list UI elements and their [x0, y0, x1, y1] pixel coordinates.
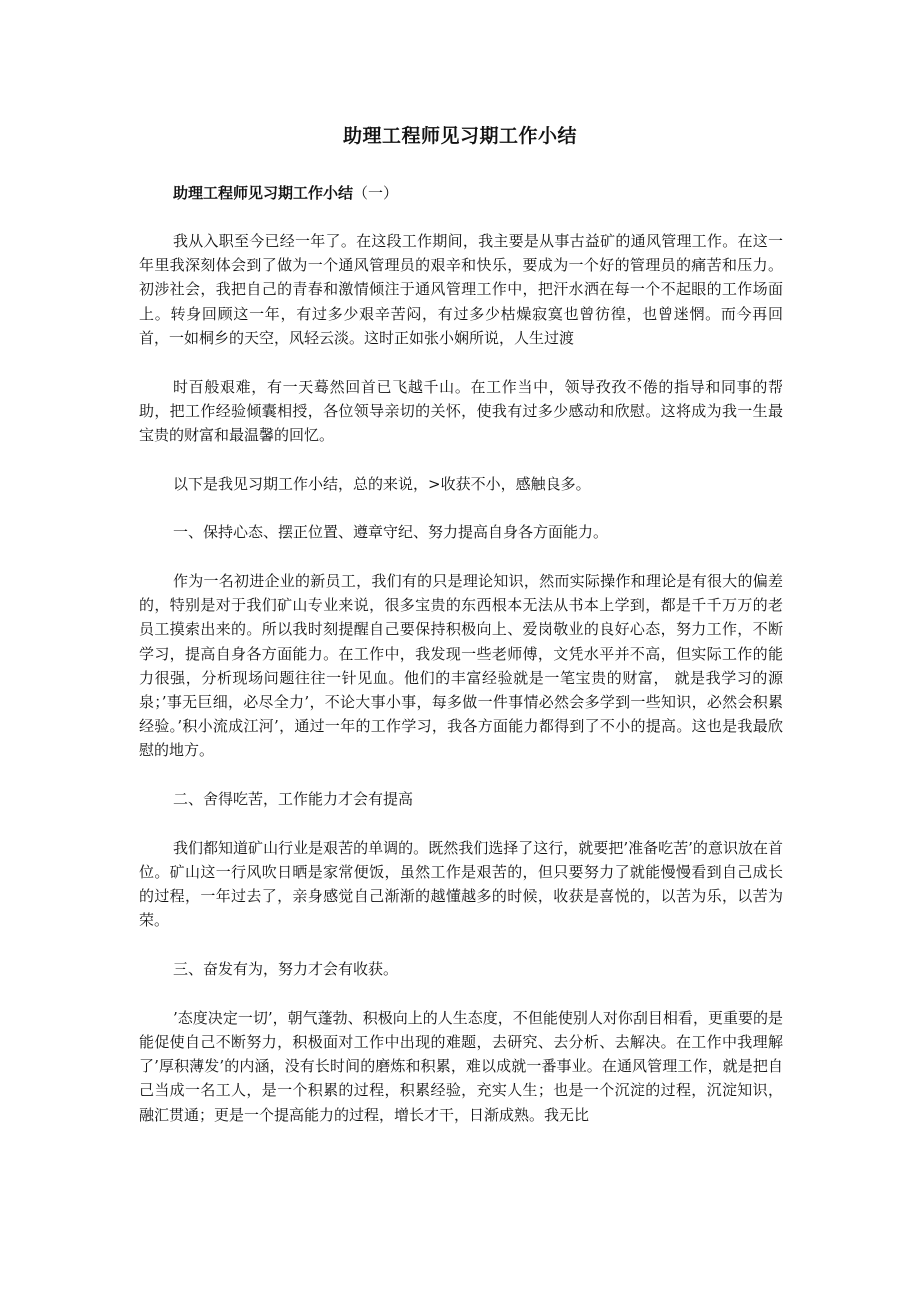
section-heading: 一、保持心态、摆正位置、遵章守纪、努力提高自身各方面能力。: [173, 523, 609, 542]
paragraph: 时百般艰难，有一天蓦然回首已飞越千山。在工作当中，领导孜孜不倦的指导和同事的帮助，把工作经验倾囊相授，各位领导亲切的关怀，使我有过多少感动和欣慰。这将成为我一生最宝贵的财富和最温馨的回忆。: [139, 377, 783, 444]
paragraph: 以下是我见习期工作小结，总的来说，>收获不小，感触良多。: [173, 474, 591, 493]
paragraph: 我们都知道矿山行业是艰苦的单调的。既然我们选择了这行，就要把’准备吃苦’的意识放在首位。矿山这一行风吹日晒是家常便饭，虽然工作是艰苦的，但只要努力了就能慢慢看到自己成长的过程，一年过去了，亲身感觉自己渐渐的越懂越多的时候，收获是喜悦的，以苦为乐，以苦为荣。: [139, 838, 783, 930]
paragraph: 作为一名初进企业的新员工，我们有的只是理论知识，然而实际操作和理论是有很大的偏差的，特别是对于我们矿山专业来说，很多宝贵的东西根本无法从书本上学到，都是千千万万的老员工摸索出来的。所以我时刻提醒自己要保持积极向上、爱岗敬业的良好心态，努力工作，不断学习，提高自身各方面能力。在工作中，我发现一些老师傅，文凭水平并不高，但实际工作的能力很强，分析现场问题往往一针见血。他们的丰富经验就是一笔宝贵的财富， 就是我学习的源泉；’事无巨细，必尽全力’，不论大事小事，每多做一件事情必然会多学到一些知识，必然会积累经验。’积小流成江河’，通过一年的工作学习，我各方面能力都得到了不小的提高。这也是我最欣慰的地方。: [139, 572, 783, 760]
document-body: [139, 229, 783, 1127]
section-subtitle-text: 助理工程师见习期工作小结: [173, 184, 354, 202]
section-subtitle: [173, 181, 398, 205]
paragraph: 我从入职至今已经一年了。在这段工作期间，我主要是从事古益矿的通风管理工作。在这一年里我深刻体会到了做为一个通风管理员的艰辛和快乐，要成为一个好的管理员的痛苦和压力。初涉社会，我把自己的青春和激情倾注于通风管理工作中，把汗水洒在每一个不起眼的工作场面上。转身回顾这一年，有过多少艰辛苦闷，有过多少枯燥寂寞也曾彷徨，也曾迷惘。而今再回首，一如桐乡的天空，风轻云淡。这时正如张小娴所说，人生过渡: [139, 232, 783, 347]
document-title: 助理工程师见习期工作小结: [342, 125, 577, 147]
section-subtitle-number: （一）: [353, 184, 399, 202]
section-heading: 二、舍得吃苦，工作能力才会有提高: [173, 790, 414, 809]
paragraph: ’态度决定一切’，朝气蓬勃、积极向上的人生态度，不但能使别人对你刮目相看，更重要的是能促使自己不断努力，积极面对工作中出现的难题，去研究、去分析、去解决。在工作中我理解了’厚积薄发’的内涵，没有长时间的磨炼和积累，难以成就一番事业。在通风管理工作，就是把自己当成一名工人，是一个积累的过程，积累经验，充实人生；也是一个沉淀的过程，沉淀知识，融汇贯通；更是一个提高能力的过程，增长才干，日渐成熟。我无比: [139, 1008, 783, 1124]
section-heading: 三、奋发有为，努力才会有收获。: [173, 960, 399, 979]
